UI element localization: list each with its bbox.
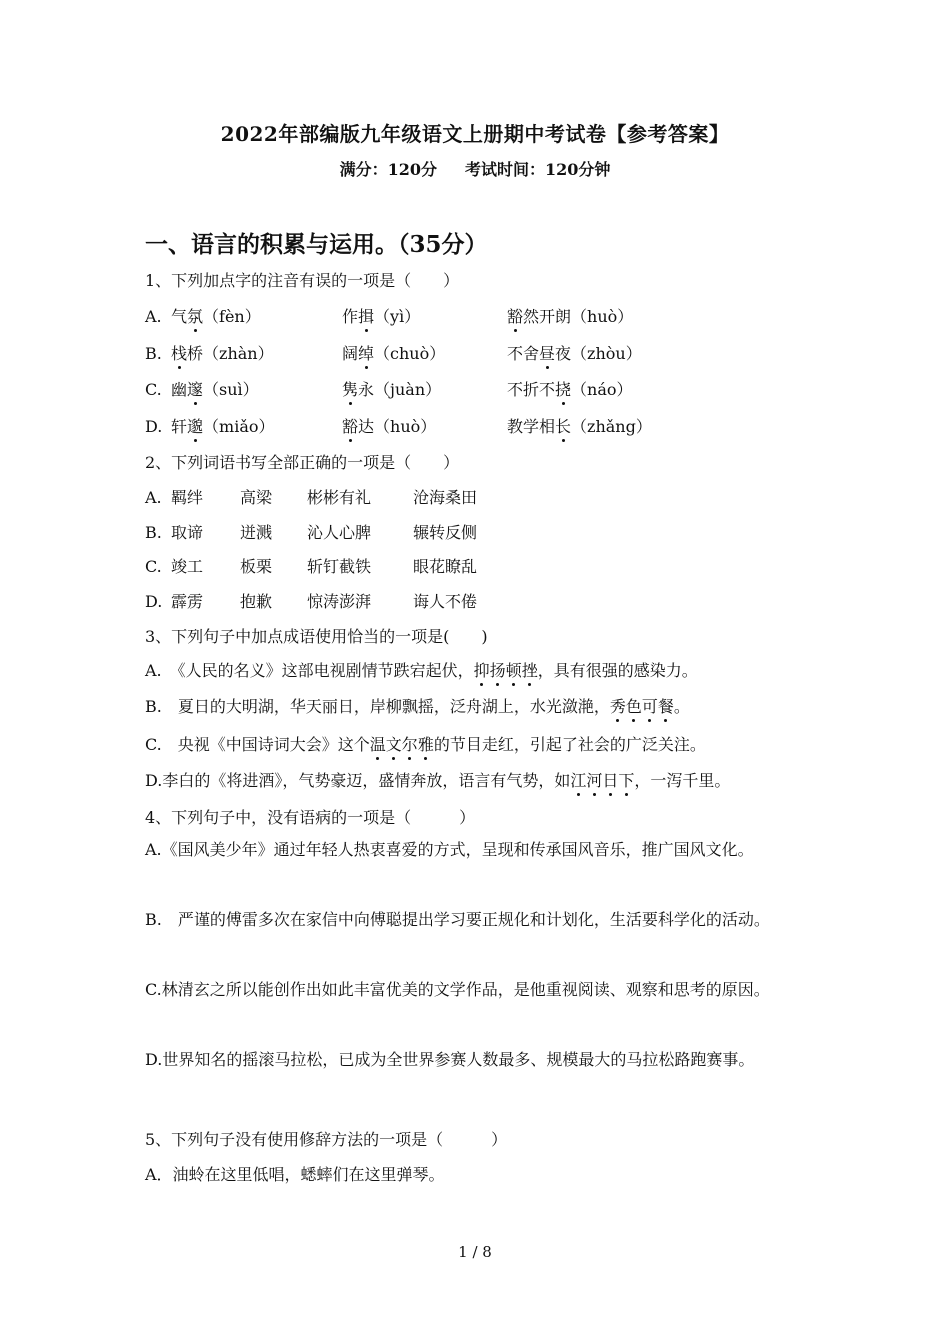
q2-word: 沁人心脾 [307,523,372,542]
q1-item: 不舍昼夜（zhòu） [507,341,642,364]
q2-word: 迸溅 [240,523,273,542]
dotted-idiom [370,735,434,754]
option-letter: A. [145,488,162,507]
dotted-char: 昼 [539,341,555,364]
dotted-char: 抑 [474,658,490,681]
dotted-idiom [570,771,634,790]
q2-word: 抱歉 [240,592,273,611]
q1-item: 不折不挠（náo） [507,377,633,400]
dotted-char: 绰 [358,341,374,364]
q2-word: 沧海桑田 [413,488,478,507]
q1-item: 阔绰（chuò） [342,341,507,364]
dotted-char: 栈 [171,341,187,364]
q1-option [145,414,652,437]
dotted-char: 氛 [187,304,203,327]
q2-word: 诲人不倦 [413,592,478,611]
q2-word: 彬彬有礼 [307,488,372,507]
dotted-char: 温 [370,732,386,755]
q2-word: 板栗 [240,557,273,576]
q2-option [145,589,477,612]
question-3-stem: 3、下列句子中加点成语使用恰当的一项是( ) [145,627,488,646]
dotted-char: 秀 [610,694,626,717]
q2-word: 高梁 [240,488,273,507]
question-5-stem: 5、下列句子没有使用修辞方法的一项是（ ） [145,1130,508,1149]
section-heading: 一、语言的积累与运用。（35分） [145,231,488,258]
dotted-char: 餐 [658,694,674,717]
q2-word: 辗转反侧 [413,523,478,542]
score-label: 满分：120分 [339,160,437,179]
page-number: 1 / 8 [458,1243,492,1261]
q3-option: A. 《人民的名义》这部电视剧情节跌宕起伏，抑扬顿挫，具有很强的感染力。 [145,658,698,681]
dotted-idiom [474,661,538,680]
q1-item: 豁然开朗（huò） [507,304,633,327]
q2-word: 羁绊 [171,488,204,507]
dotted-char: 揖 [358,304,374,327]
q2-word: 竣工 [171,557,204,576]
q1-option [145,341,642,364]
q4-option: B. 严谨的傅雷多次在家信中向傅聪提出学习要正规化和计划化，生活要科学化的活动。 [145,910,770,929]
dotted-char: 江 [570,768,586,791]
q1-item: 幽邃（suì） [171,377,342,400]
option-letter: D. [145,417,163,436]
q2-word: 取谛 [171,523,204,542]
q2-option [145,485,477,508]
q2-word: 霹雳 [171,592,204,611]
q2-option [145,554,477,577]
dotted-char: 河 [586,768,602,791]
dotted-char: 邃 [187,377,203,400]
dotted-char: 挠 [555,377,571,400]
q1-option [145,377,633,400]
exam-title: 2022年部编版九年级语文上册期中考试卷【参考答案】 [220,122,730,146]
q1-item: 隽永（juàn） [342,377,507,400]
question-4-stem: 4、下列句子中，没有语病的一项是（ ） [145,808,476,827]
dotted-char: 日 [602,768,618,791]
q2-word: 斩钉截铁 [307,557,372,576]
q4-option: C.林清玄之所以能创作出如此丰富优美的文学作品，是他重视阅读、观察和思考的原因。 [145,980,770,999]
dotted-char: 顿 [506,658,522,681]
q4-option: A.《国风美少年》通过年轻人热衷喜爱的方式，呈现和传承国风音乐，推广国风文化。 [145,840,754,859]
q2-word: 惊涛澎湃 [307,592,372,611]
time-label: 考试时间：120分钟 [465,160,611,179]
question-5-option-a: A．油蛉在这里低唱，蟋蟀们在这里弹琴。 [145,1165,445,1184]
dotted-char: 挫 [522,658,538,681]
option-letter: B. [145,344,162,363]
q1-item: 豁达（huò） [342,414,507,437]
dotted-char: 雅 [418,732,434,755]
dotted-char: 豁 [342,414,358,437]
q1-item: 气氛（fèn） [171,304,342,327]
q1-item: 轩邈（miǎo） [171,414,342,437]
q4-option: D.世界知名的摇滚马拉松，已成为全世界参赛人数最多、规模最大的马拉松路跑赛事。 [145,1050,755,1069]
q2-word: 眼花瞭乱 [413,557,478,576]
dotted-char: 下 [618,768,634,791]
question-2-stem: 2、下列词语书写全部正确的一项是（ ） [145,453,460,472]
option-letter: D. [145,592,163,611]
q2-option [145,520,477,543]
q1-option [145,304,633,327]
q1-item: 作揖（yì） [342,304,507,327]
q3-option: D.李白的《将进酒》，气势豪迈，盛情奔放，语言有气势，如江河日下，一泻千里。 [145,768,730,791]
dotted-char: 扬 [490,658,506,681]
dotted-idiom [610,697,674,716]
dotted-char: 豁 [507,304,523,327]
q3-option: B. 夏日的大明湖，华天丽日，岸柳飘摇，泛舟湖上，水光潋滟，秀色可餐。 [145,694,690,717]
dotted-char: 尔 [402,732,418,755]
dotted-char: 色 [626,694,642,717]
exam-subtitle [0,157,950,180]
q3-option: C. 央视《中国诗词大会》这个温文尔雅的节目走红，引起了社会的广泛关注。 [145,732,706,755]
dotted-char: 隽 [342,377,358,400]
question-1-stem: 1、下列加点字的注音有误的一项是（ ） [145,271,460,290]
option-letter: C. [145,557,162,576]
q1-item: 教学相长（zhǎng） [507,414,652,437]
dotted-char: 可 [642,694,658,717]
dotted-char: 邈 [187,414,203,437]
option-letter: C. [145,380,162,399]
dotted-char: 长 [555,414,571,437]
q1-item: 栈桥（zhàn） [171,341,342,364]
option-letter: A. [145,307,162,326]
dotted-char: 文 [386,732,402,755]
option-letter: B. [145,523,162,542]
